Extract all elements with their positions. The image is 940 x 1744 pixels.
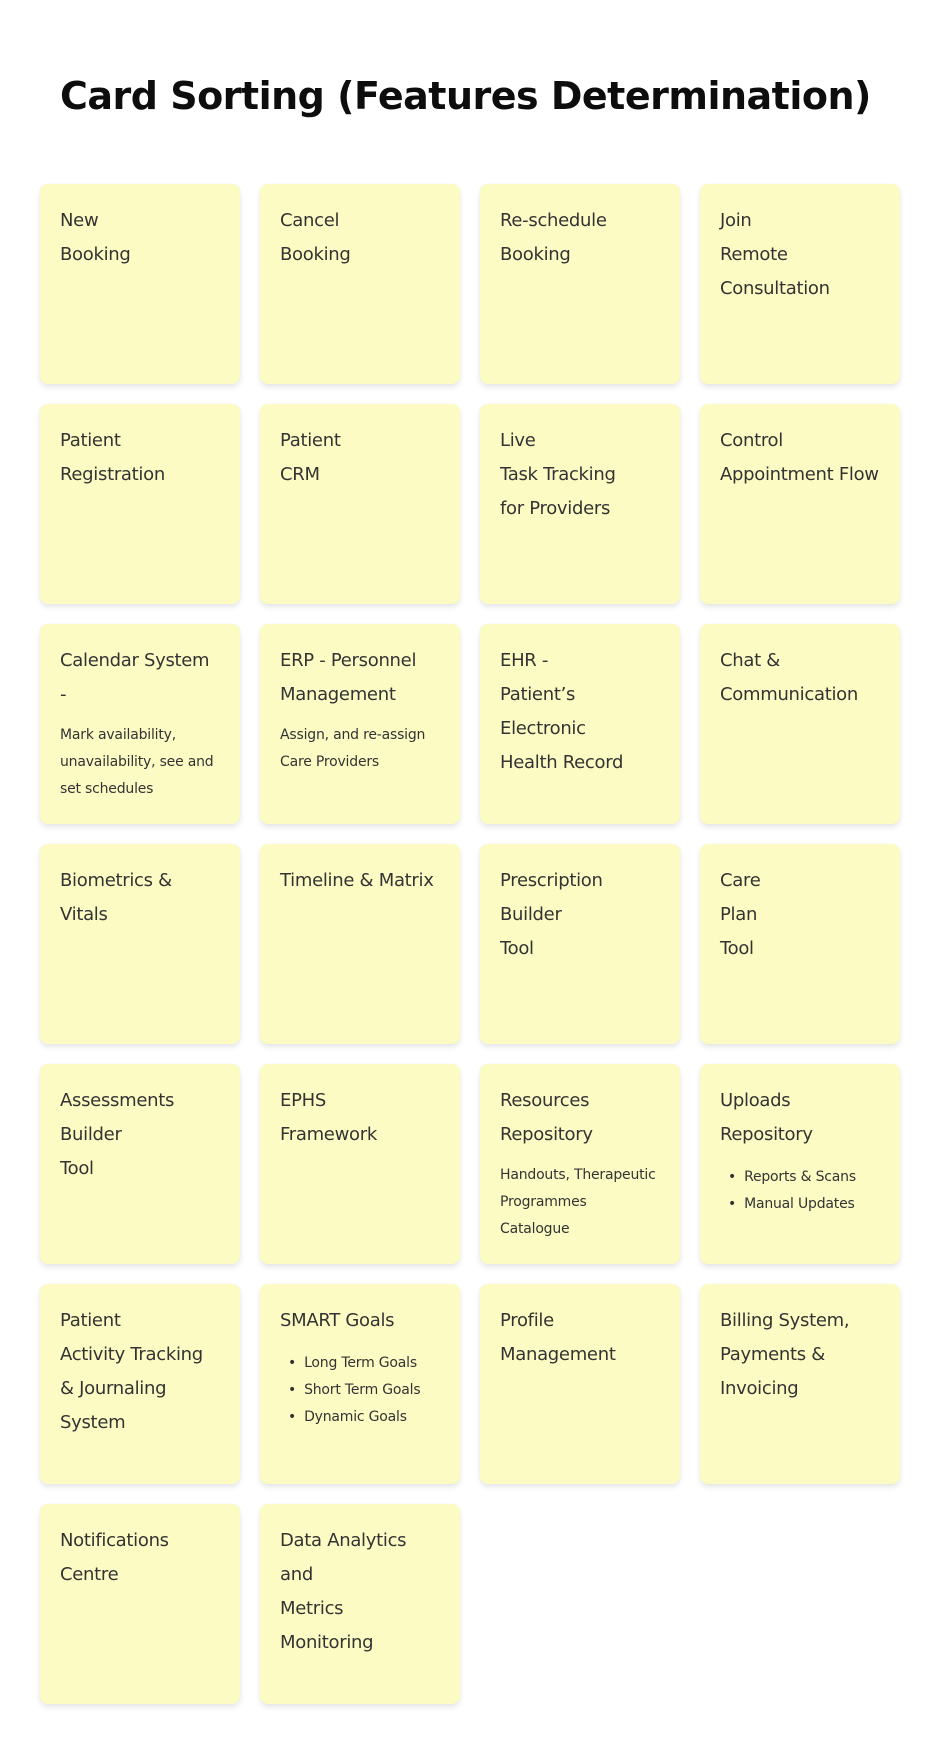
card-title: Timeline & Matrix	[280, 870, 434, 891]
sticky-note-card[interactable]	[480, 184, 680, 384]
sticky-note-card[interactable]	[700, 184, 900, 384]
sticky-note-card[interactable]	[700, 844, 900, 1044]
card-title: EPHS Framework	[280, 1090, 377, 1145]
card-title: Patient Registration	[60, 430, 165, 485]
card-title: Calendar System -	[60, 650, 210, 705]
card-title: Assessments Builder Tool	[60, 1090, 175, 1179]
card-title: Profile Management	[500, 1310, 616, 1365]
card-title: ERP - Personnel Management	[280, 650, 417, 705]
card-title: Join Remote Consultation	[720, 210, 830, 299]
card-bullet-item: • Dynamic Goals	[280, 1404, 440, 1431]
sticky-note-card[interactable]	[260, 1064, 460, 1264]
sticky-note-card[interactable]	[260, 844, 460, 1044]
card-title: Biometrics & Vitals	[60, 870, 172, 925]
sticky-note-card[interactable]	[700, 404, 900, 604]
sticky-note-card[interactable]	[260, 624, 460, 824]
card-title: EHR - Patient’s Electronic Health Record	[500, 650, 624, 773]
sticky-note-card[interactable]	[260, 1284, 460, 1484]
card-title: Chat & Communication	[720, 650, 858, 705]
sticky-note-card[interactable]	[700, 624, 900, 824]
card-title: New Booking	[60, 210, 131, 265]
sticky-note-card[interactable]	[40, 844, 240, 1044]
card-title: Live Task Tracking for Providers	[500, 430, 616, 519]
card-title: Patient CRM	[280, 430, 341, 485]
sticky-note-card[interactable]	[40, 404, 240, 604]
card-bullet-item: • Reports & Scans	[720, 1164, 880, 1191]
sticky-note-card[interactable]	[40, 624, 240, 824]
card-title: Resources Repository	[500, 1090, 593, 1145]
card-bullet-item: • Long Term Goals	[280, 1350, 440, 1377]
card-title: Notifications Centre	[60, 1530, 169, 1585]
sticky-note-card[interactable]	[480, 844, 680, 1044]
sticky-note-card[interactable]	[260, 184, 460, 384]
sticky-note-card[interactable]	[260, 1504, 460, 1704]
sticky-note-card[interactable]	[40, 1064, 240, 1264]
sticky-note-card[interactable]	[700, 1064, 900, 1264]
card-grid	[40, 184, 900, 1704]
sticky-note-card[interactable]	[260, 404, 460, 604]
sticky-note-card[interactable]	[700, 1284, 900, 1484]
sticky-note-card[interactable]	[40, 1284, 240, 1484]
card-note: Mark availability, unavailability, see and set schedules	[60, 727, 214, 797]
card-title: Billing System, Payments & Invoicing	[720, 1310, 850, 1399]
card-bullet-item: • Manual Updates	[720, 1191, 880, 1218]
card-bullet-list	[720, 1164, 880, 1218]
card-title: Uploads Repository	[720, 1090, 813, 1145]
sticky-note-card[interactable]	[480, 1284, 680, 1484]
card-bullet-item: • Short Term Goals	[280, 1377, 440, 1404]
card-title: Re-schedule Booking	[500, 210, 607, 265]
card-title: Prescription Builder Tool	[500, 870, 603, 959]
card-title: Patient Activity Tracking & Journaling System	[60, 1310, 203, 1433]
sticky-note-card[interactable]	[40, 1504, 240, 1704]
page-title: Card Sorting (Features Determination)	[60, 74, 871, 118]
sticky-note-card[interactable]	[480, 624, 680, 824]
card-title: Cancel Booking	[280, 210, 351, 265]
card-title: SMART Goals	[280, 1310, 395, 1331]
sticky-note-card[interactable]	[480, 404, 680, 604]
sticky-note-card[interactable]	[40, 184, 240, 384]
card-note: Assign, and re-assign Care Providers	[280, 727, 426, 770]
card-note: Handouts, Therapeutic Programmes Catalogue	[500, 1167, 656, 1237]
card-title: Data Analytics and Metrics Monitoring	[280, 1530, 407, 1653]
card-title: Control Appointment Flow	[720, 430, 879, 485]
sticky-note-card[interactable]	[480, 1064, 680, 1264]
card-bullet-list	[280, 1350, 440, 1431]
card-title: Care Plan Tool	[720, 870, 761, 959]
